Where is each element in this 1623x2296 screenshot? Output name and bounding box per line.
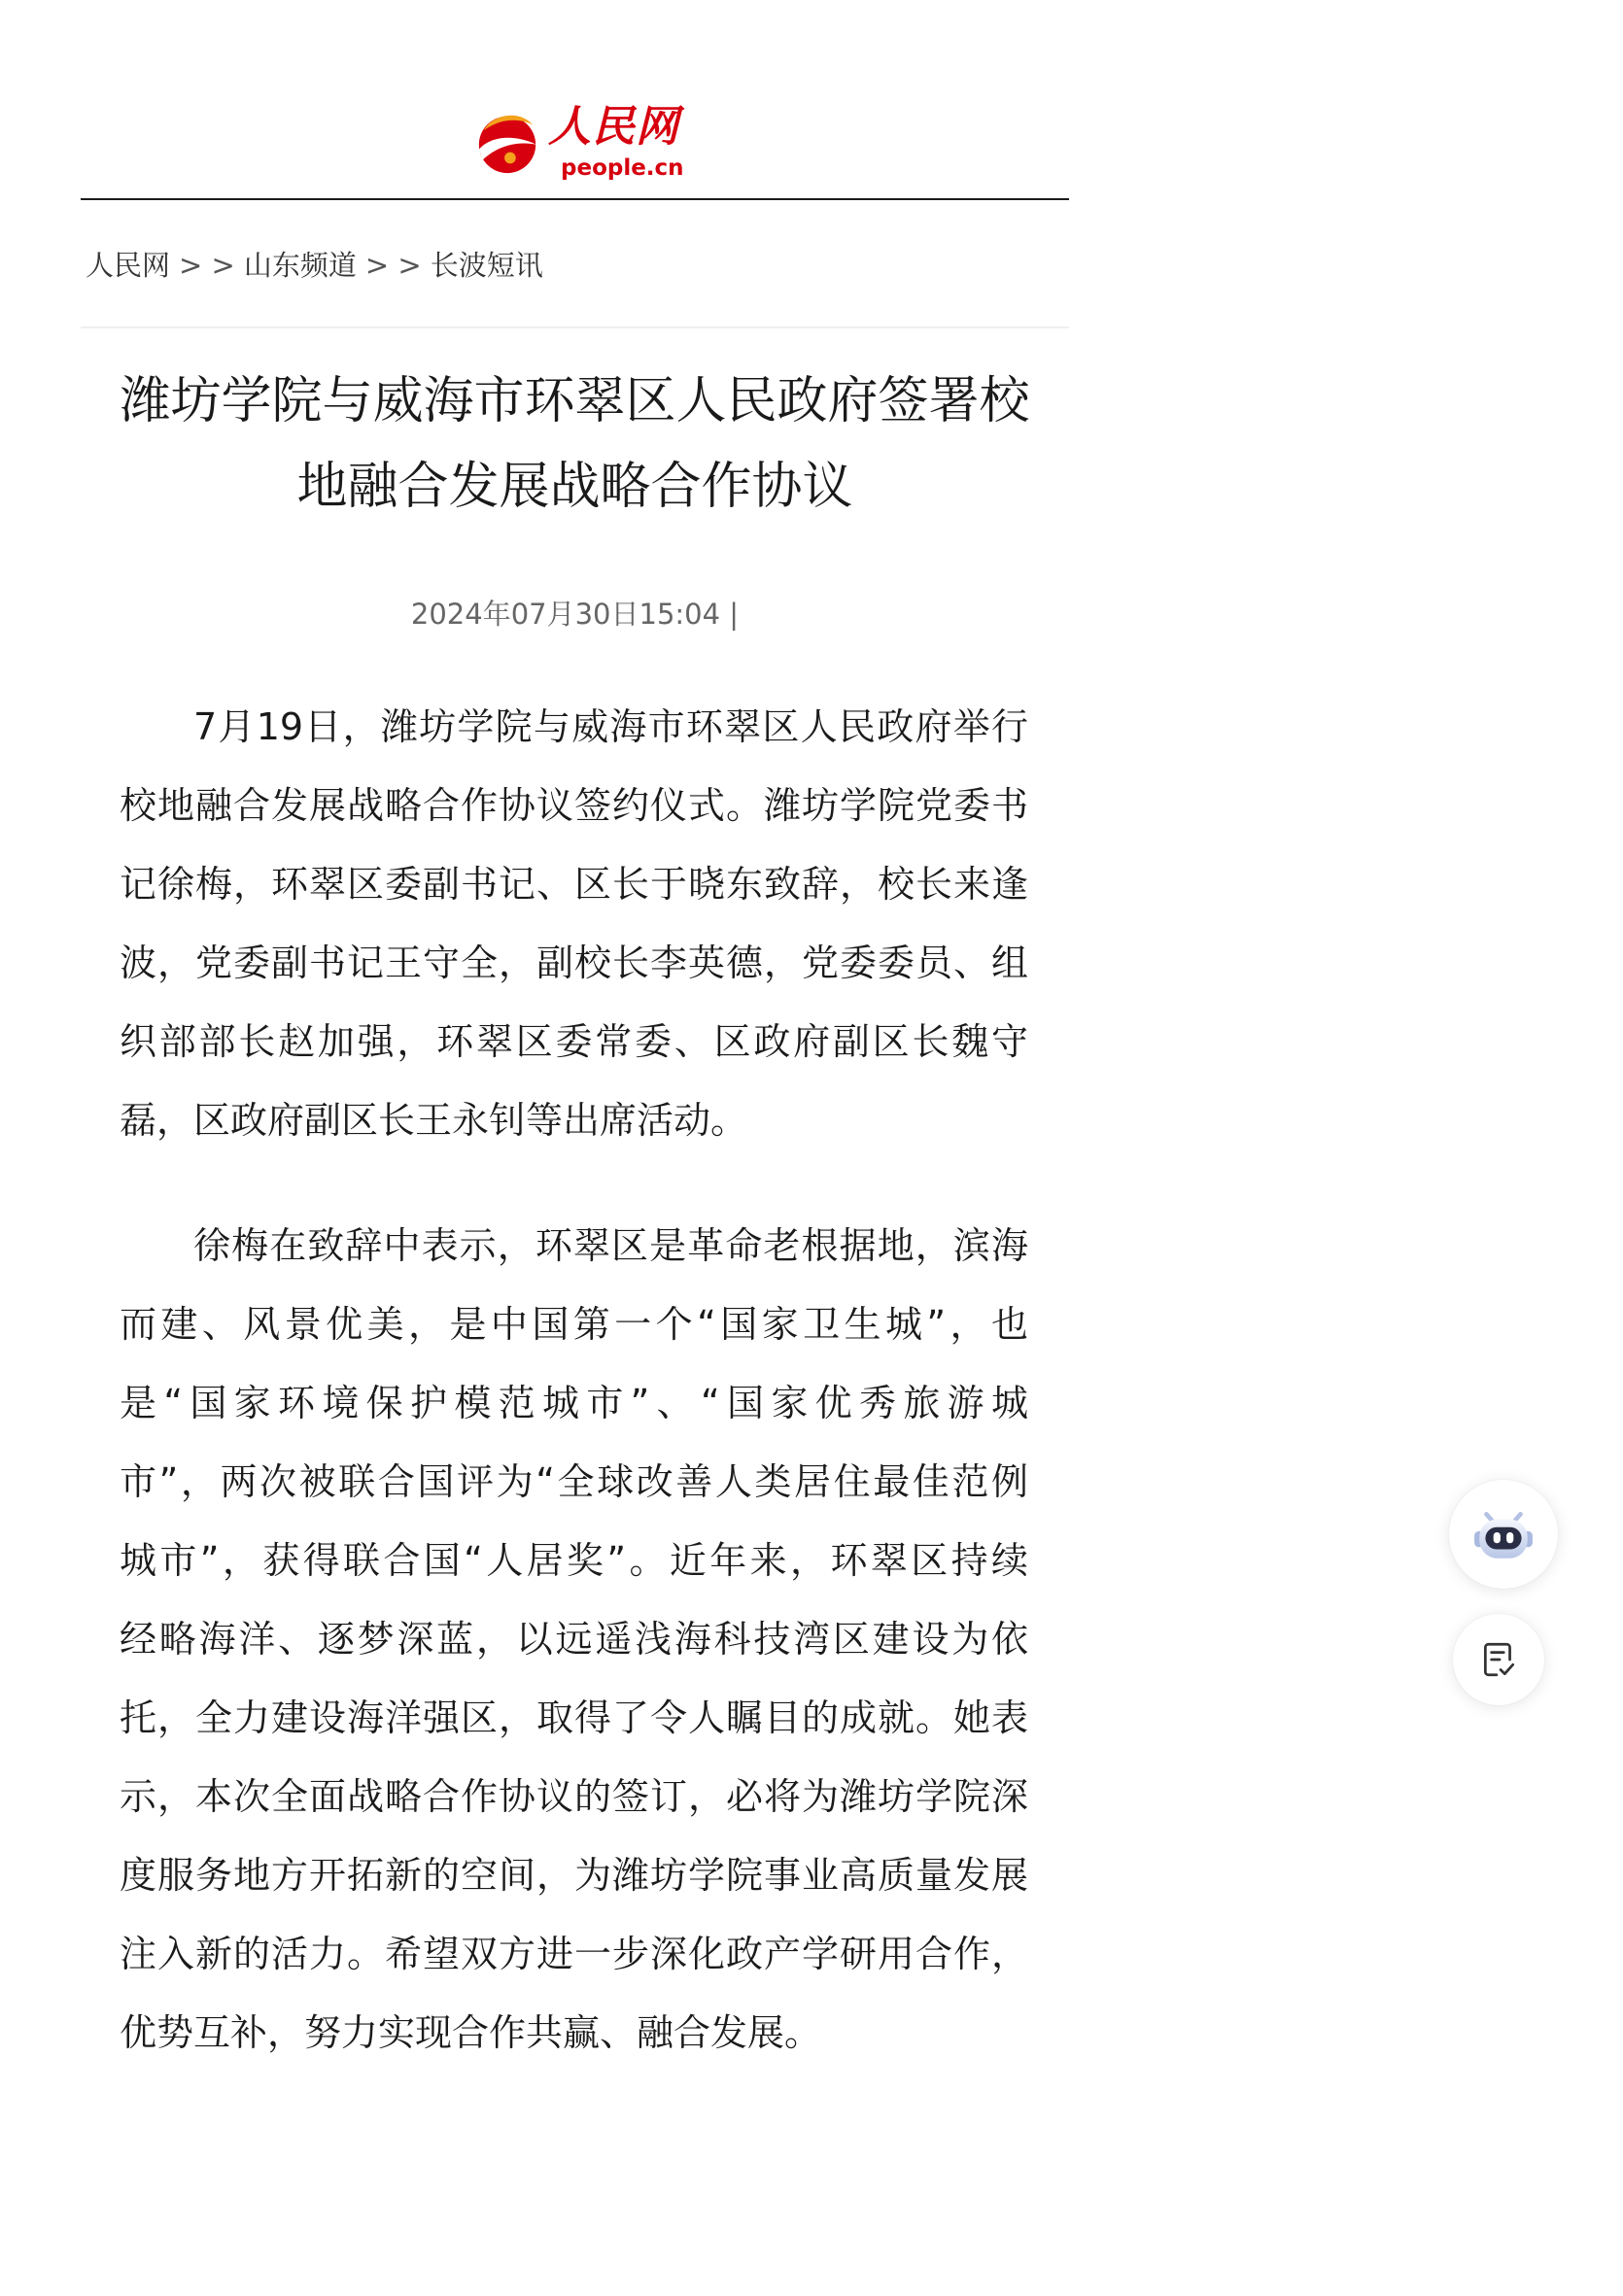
notes-icon (1478, 1639, 1519, 1680)
paragraph-line: 7月19日，潍坊学院与威海市环翠区人民政府举行 (193, 705, 1028, 748)
paragraph-line: 磊，区政府副区长王永钊等出席活动。 (120, 1099, 748, 1142)
robot-icon (1471, 1502, 1536, 1566)
breadcrumb-home[interactable]: 人民网 (86, 249, 171, 282)
notes-button[interactable] (1453, 1614, 1544, 1705)
breadcrumb-separator: > > (364, 249, 422, 282)
paragraph-line: 优势互补，努力实现合作共赢、融合发展。 (120, 2011, 822, 2054)
header-rule (81, 198, 1069, 200)
paragraph-line: 校地融合发展战略合作协议签约仪式。潍坊学院党委书 (120, 784, 1028, 827)
paragraph-line: 徐梅在致辞中表示，环翠区是革命老根据地，滨海 (193, 1224, 1028, 1267)
breadcrumb (86, 245, 543, 286)
breadcrumb-changbo-news[interactable]: 长波短讯 (430, 249, 543, 282)
paragraph-line: 市”，两次被联合国评为“全球改善人类居住最佳范例 (120, 1460, 1028, 1503)
people-cn-logo[interactable] (470, 97, 688, 187)
paragraph-line: 织部部长赵加强，环翠区委常委、区政府副区长魏守 (120, 1020, 1028, 1063)
paragraph-line: 经略海洋、逐梦深蓝，以远遥浅海科技湾区建设为依 (120, 1618, 1028, 1661)
paragraph-line: 示，本次全面战略合作协议的签订，必将为潍坊学院深 (120, 1775, 1028, 1818)
article-body (120, 688, 1028, 2073)
logo-domain: people.cn (561, 155, 684, 181)
paragraph-line: 记徐梅，环翠区委副书记、区长于晓东致辞，校长来逢 (120, 863, 1028, 906)
paragraph-line: 注入新的活力。希望双方进一步深化政产学研用合作， (120, 1933, 1028, 1975)
paragraph-line: 托，全力建设海洋强区，取得了令人瞩目的成就。她表 (120, 1696, 1028, 1739)
breadcrumb-shandong-channel[interactable]: 山东频道 (243, 249, 357, 282)
breadcrumb-separator: > > (179, 249, 235, 282)
article-title-line: 潍坊学院与威海市环翠区人民政府签署校 (120, 372, 1030, 430)
ai-assistant-button[interactable] (1449, 1480, 1558, 1589)
article-title-line: 地融合发展战略合作协议 (296, 458, 853, 516)
article-paragraph (120, 688, 1028, 1160)
article-title (81, 359, 1069, 530)
logo-wordmark: 人民网 (548, 102, 679, 152)
paragraph-line: 度服务地方开拓新的空间，为潍坊学院事业高质量发展 (120, 1854, 1028, 1897)
paragraph-line: 而建、风景优美，是中国第一个“国家卫生城”，也 (120, 1303, 1028, 1346)
article-paragraph (120, 1207, 1028, 2073)
people-logo-mark-icon (472, 106, 542, 176)
paragraph-line: 城市”，获得联合国“人居奖”。近年来，环翠区持续 (120, 1539, 1028, 1582)
paragraph-line: 是“国家环境保护模范城市”、“国家优秀旅游城 (120, 1382, 1028, 1424)
breadcrumb-divider (81, 326, 1069, 328)
paragraph-line: 波，党委副书记王守全，副校长李英德，党委委员、组 (120, 942, 1028, 984)
publish-date: 2024年07月30日15:04 | (410, 598, 740, 631)
